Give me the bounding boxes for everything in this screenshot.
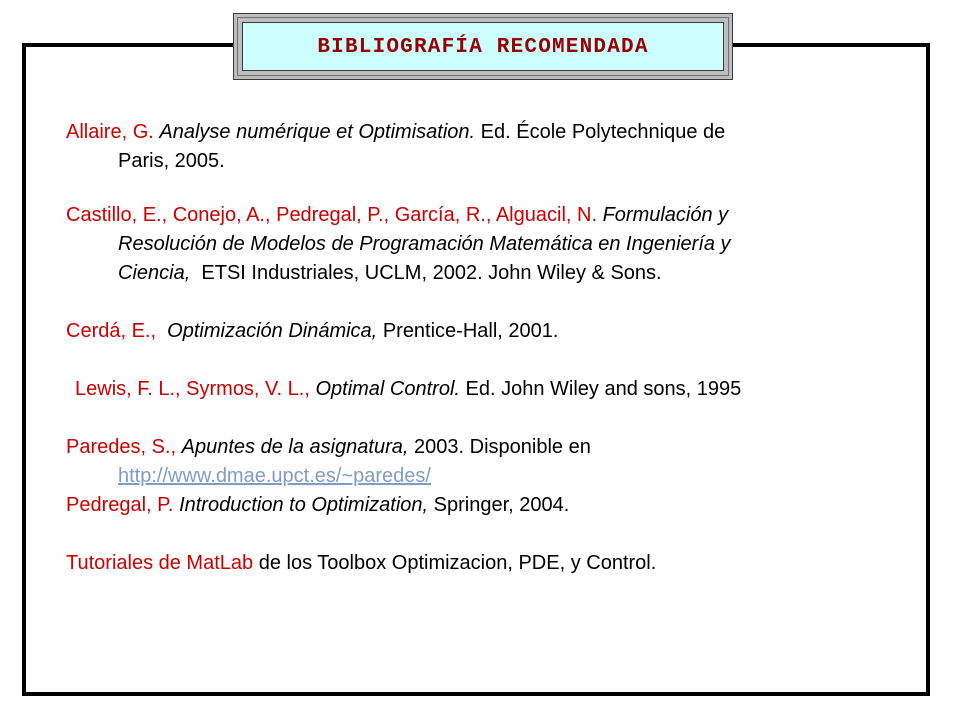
reference-item bbox=[66, 433, 916, 491]
reference-title: Ciencia, bbox=[118, 262, 191, 284]
reference-line bbox=[66, 201, 916, 230]
reference-title: Introduction to Optimization, bbox=[179, 494, 429, 516]
reference-details: ETSI Industriales, UCLM, 2002. John Wiley & Sons. bbox=[201, 262, 662, 284]
reference-title: Optimización Dinámica, bbox=[167, 320, 378, 342]
reference-author: Cerdá, E., bbox=[66, 320, 157, 342]
reference-author: Castillo, E., Conejo, A., Pedregal, P., García, R., Alguacil, N. bbox=[66, 204, 597, 226]
reference-list bbox=[66, 118, 916, 607]
reference-line bbox=[66, 549, 916, 578]
reference-line bbox=[66, 230, 916, 259]
reference-title: Formulación y bbox=[602, 204, 729, 226]
reference-author: Tutoriales de MatLab bbox=[66, 552, 254, 574]
reference-details: Prentice-Hall, 2001. bbox=[382, 320, 559, 342]
reference-line bbox=[66, 433, 916, 462]
reference-line bbox=[66, 118, 916, 147]
reference-author: Allaire, G. bbox=[66, 121, 154, 143]
reference-item bbox=[66, 317, 916, 346]
reference-author: Pedregal, P. bbox=[66, 494, 174, 516]
title-box bbox=[233, 13, 733, 80]
reference-title: Apuntes de la asignatura, bbox=[181, 436, 409, 458]
reference-details: Ed. École Polytechnique de bbox=[480, 121, 726, 143]
reference-item bbox=[66, 201, 916, 288]
reference-line bbox=[66, 259, 916, 288]
reference-details: Ed. John Wiley and sons, 1995 bbox=[465, 378, 742, 400]
reference-title: Optimal Control. bbox=[315, 378, 460, 400]
reference-author: Lewis, F. L., Syrmos, V. L., bbox=[75, 378, 310, 400]
reference-item bbox=[66, 118, 916, 176]
reference-line bbox=[66, 491, 916, 520]
reference-details: de los Toolbox Optimizacion, PDE, y Control. bbox=[258, 552, 657, 574]
title-inner-panel bbox=[242, 22, 724, 71]
reference-line bbox=[66, 147, 916, 176]
reference-item bbox=[66, 375, 916, 404]
reference-author: Paredes, S., bbox=[66, 436, 177, 458]
slide-title: BIBLIOGRAFÍA RECOMENDADA bbox=[317, 36, 649, 59]
reference-line bbox=[66, 462, 916, 491]
reference-title: Analyse numérique et Optimisation. bbox=[159, 121, 476, 143]
reference-line bbox=[66, 317, 916, 346]
reference-details: Springer, 2004. bbox=[433, 494, 570, 516]
reference-details: Paris, 2005. bbox=[118, 150, 225, 172]
reference-url-link[interactable]: http://www.dmae.upct.es/~paredes/ bbox=[118, 465, 431, 487]
reference-title: Resolución de Modelos de Programación Matemática en Ingeniería y bbox=[118, 233, 731, 255]
reference-details: 2003. Disponible en bbox=[414, 436, 591, 458]
reference-item bbox=[66, 549, 916, 578]
reference-line bbox=[66, 375, 916, 404]
reference-item bbox=[66, 491, 916, 520]
